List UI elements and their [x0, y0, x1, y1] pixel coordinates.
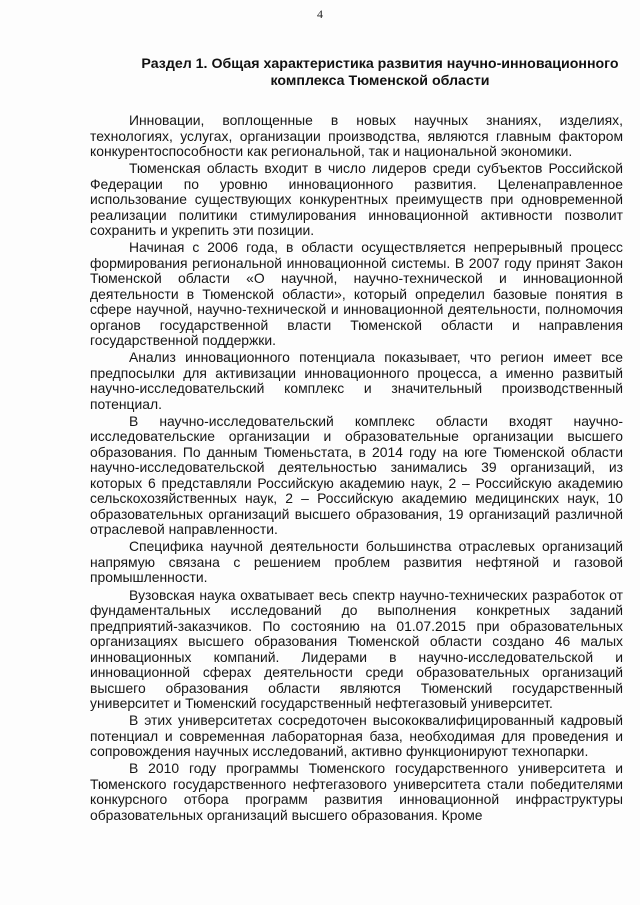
- paragraph-1: Инновации, воплощенные в новых научных знаниях, изделиях, технологиях, услугах, организации производства, являются главным фактором конкурентоспособности как региональной, так и национальной экономики.: [90, 112, 623, 159]
- paragraph-8: В этих университетах сосредоточен высококвалифицированный кадровый потенциал и современная лабораторная база, необходимая для проведения и сопровождения научных исследований, активно функционируют технопарки.: [90, 712, 623, 760]
- paragraph-7: Вузовская наука охватывает весь спектр научно-технических разработок от фундаментальных исследований до выполнения конкретных заданий предприятий-заказчиков. По состоянию на 01.07.2015 при образовательных организациях высшего образования Тюменской области создано 46 малых инновационных компаний. Лидерами в научно-исследовательской и инновационной сферах деятельности среди образовательных организаций высшего образования области являются Тюменский государственный университет и Тюменский государственный нефтегазовый университет.: [90, 586, 623, 712]
- paragraph-9: В 2010 году программы Тюменского государственного университета и Тюменского государственного нефтегазового университета стали победителями конкурсного отбора программ развития инновационной инфраструктуры образовательных организаций высшего образования. Кроме: [90, 760, 623, 823]
- paragraph-4: Анализ инновационного потенциала показывает, что регион имеет все предпосылки для активизации инновационного процесса, а именно развитый научно-исследовательский комплекс и значительный производственный потенциал.: [90, 349, 623, 412]
- paragraph-5: В научно-исследовательский комплекс области входят научно-исследовательские организации и образовательные организации высшего образования. По данным Тюменьстата, в 2014 году на юге Тюменской области научно-исследовательской деятельностью занимались 39 организаций, из которых 6 представляли Российскую академию наук, 2 – Российскую академию сельскохозяйственных наук, 2 – Российскую академию медицинских наук, 10 образовательных организаций высшего образования, 19 организаций различной отраслевой направленности.: [90, 412, 623, 538]
- paragraph-2: Тюменская область входит в число лидеров среди субъектов Российской Федерации по уровню инновационного развития. Целенаправленное использование существующих конкурентных преимуществ при одновременной реализации политики стимулирования инновационной активности позволит сохранить и укрепить эти позиции.: [90, 160, 623, 239]
- body-text: [90, 113, 623, 825]
- section-heading: Раздел 1. Общая характеристика развития научно-инновационного комплекса Тюменской области: [141, 56, 619, 89]
- paragraph-3: Начиная с 2006 года, в области осуществляется непрерывный процесс формирования региональной инновационной системы. В 2007 году принят Закон Тюменской области «О научной, научно-технической и инновационной деятельности в Тюменской области», который определил базовые понятия в сфере научной, научно-технической и инновационной деятельности, полномочия органов государственной власти Тюменской области и направления государственной поддержки.: [90, 239, 623, 349]
- page-number: 4: [317, 7, 323, 21]
- paragraph-6: Специфика научной деятельности большинства отраслевых организаций напрямую связана с решением проблем развития нефтяной и газовой промышленности.: [90, 538, 623, 586]
